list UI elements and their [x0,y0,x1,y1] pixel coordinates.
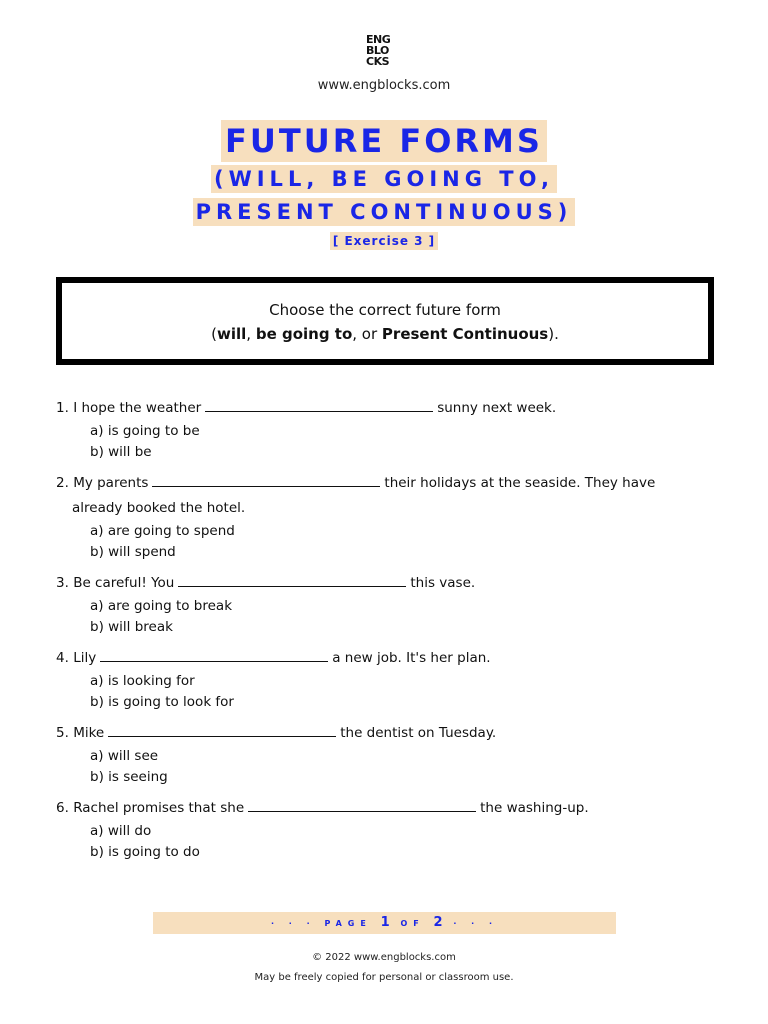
answer-blank[interactable] [100,647,328,662]
option-b[interactable]: b) will be [90,444,152,460]
question-6 [56,796,716,863]
exercise-label-row [0,230,768,250]
question-text-before: My parents [73,475,149,491]
question-number: 2. [56,475,69,491]
option-a[interactable]: a) are going to spend [90,523,235,539]
question-text-after: this vase. [410,575,476,591]
question-3 [56,571,716,638]
question-text-before: I hope the weather [73,400,202,416]
answer-blank[interactable] [205,397,433,412]
footer-copyright: © 2022 www.engblocks.com [312,952,456,963]
option-b[interactable]: b) will break [90,619,173,635]
question-text-after: the dentist on Tuesday. [340,725,497,741]
instructions-open-paren: ( [211,325,217,343]
question-text-before: Mike [73,725,105,741]
question-number: 1. [56,400,69,416]
instructions-sep-2: , or [352,325,382,343]
option-b[interactable]: b) is seeing [90,769,168,785]
pager-page-word: PAGE [324,919,372,928]
question-text-before: Be careful! You [73,575,175,591]
page-subtitle-line-1: (WILL, BE GOING TO, [211,165,557,193]
option-b[interactable]: b) is going to look for [90,694,234,710]
page-title: FUTURE FORMS [221,120,547,162]
question-text-continued: already booked the hotel. [72,500,246,516]
exercise-label: [ Exercise 3 ] [330,232,438,250]
option-a[interactable]: a) is going to be [90,423,200,439]
instructions-option-will: will [216,325,247,343]
instructions-box [56,277,714,365]
site-url[interactable]: www.engblocks.com [317,78,451,93]
title-sub1-row [0,165,768,193]
pager-dots-right: · · · [453,919,499,928]
answer-blank[interactable] [108,722,336,737]
page-subtitle-line-2: PRESENT CONTINUOUS) [193,198,576,226]
engblocks-logo [366,34,402,67]
footer-license: May be freely copied for personal or classroom use. [254,972,514,983]
pager-dots-left: · · · [270,919,316,928]
question-number: 6. [56,800,69,816]
question-list [56,396,716,871]
option-b[interactable]: b) will spend [90,544,176,560]
answer-blank[interactable] [248,797,476,812]
option-a[interactable]: a) will do [90,823,152,839]
question-text-before: Rachel promises that she [73,800,245,816]
logo-line-3: CKS [366,55,390,68]
pager-of-word: OF [400,919,425,928]
answer-blank[interactable] [152,472,380,487]
question-text-after: a new job. It's her plan. [332,650,491,666]
question-text-before: Lily [73,650,97,666]
title-sub2-row [0,198,768,226]
logo-line-2: BLO [366,44,389,57]
pager-total-pages: 2 [433,915,445,930]
option-a[interactable]: a) is looking for [90,673,195,689]
answer-blank[interactable] [178,572,406,587]
question-1 [56,396,716,463]
question-text-after: sunny next week. [437,400,557,416]
title-main-row [0,120,768,162]
question-text-after: their holidays at the seaside. They have [384,475,656,491]
pager-current-page: 1 [380,915,392,930]
instructions-line-2 [62,321,708,347]
question-number: 4. [56,650,69,666]
question-number: 5. [56,725,69,741]
option-b[interactable]: b) is going to do [90,844,200,860]
question-5 [56,721,716,788]
logo-line-1: ENG [366,33,391,46]
question-text-after: the washing-up. [480,800,589,816]
instructions-close-paren: ). [548,325,559,343]
instructions-line-1: Choose the correct future form [269,301,501,319]
instructions-option-going-to: be going to [255,325,353,343]
question-2 [56,471,716,563]
instructions-sep-1: , [246,325,256,343]
instructions-option-present-continuous: Present Continuous [381,325,549,343]
option-a[interactable]: a) are going to break [90,598,233,614]
option-a[interactable]: a) will see [90,748,159,764]
page-indicator [153,912,616,934]
question-number: 3. [56,575,69,591]
question-4 [56,646,716,713]
